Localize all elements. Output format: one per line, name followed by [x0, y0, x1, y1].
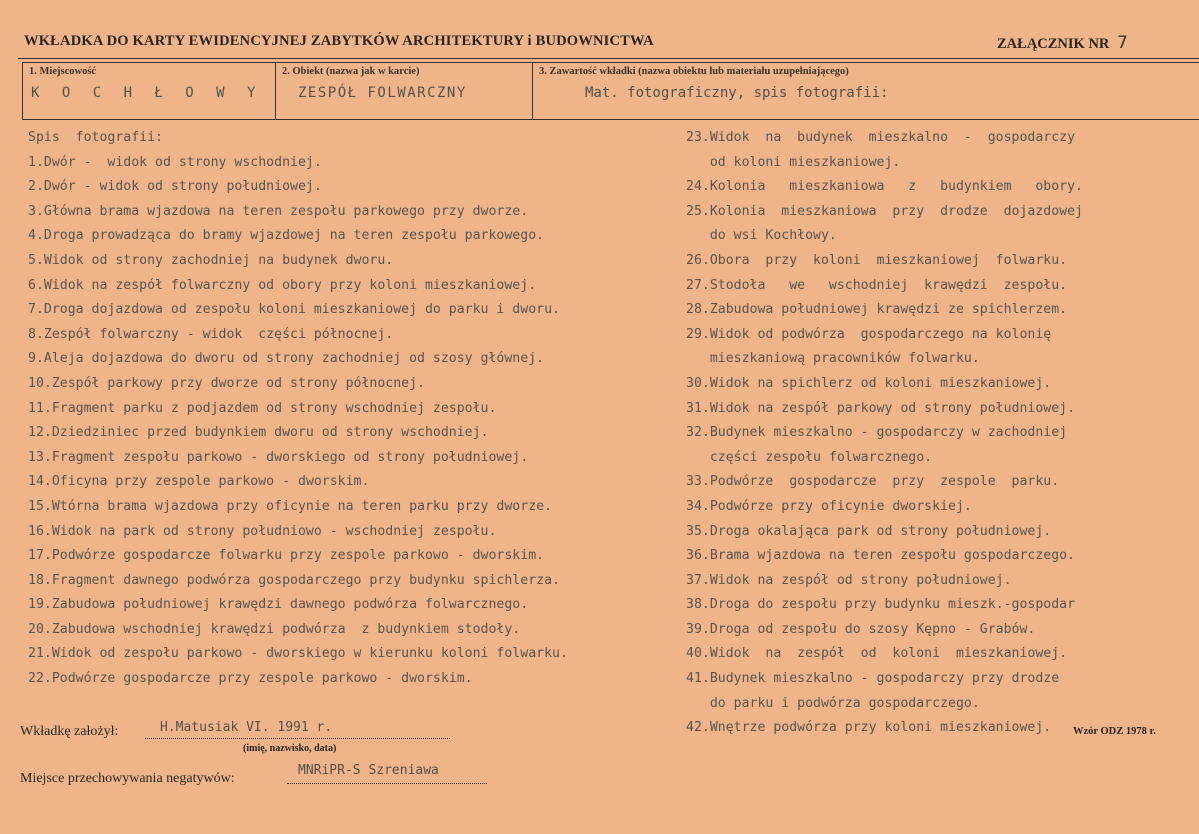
- content-value: Mat. fotograficzny, spis fotografii:: [585, 85, 889, 101]
- prepared-by-label: Wkładkę założył:: [20, 724, 119, 739]
- negatives-line: [287, 783, 487, 784]
- photo-list-item: 24.Kolonia mieszkaniowa z budynkiem obory.: [686, 179, 1083, 195]
- photo-list-item: 11.Fragment parku z podjazdem od strony wschodniej zespołu.: [28, 400, 497, 416]
- photo-list-right: [686, 126, 1196, 741]
- photo-list-item: Spis fotografii:: [28, 130, 163, 145]
- photo-list-item: 9.Aleja dojazdowa do dworu od strony zachodniej od szosy głównej.: [28, 351, 545, 367]
- attachment-number-value: 7: [1117, 33, 1128, 53]
- photo-list-item: 23.Widok na budynek mieszkalno - gospodarczy: [686, 130, 1076, 145]
- photo-list-item: 18.Fragment dawnego podwórza gospodarczego przy budynku spichlerza.: [28, 572, 560, 588]
- photo-list-item: 38.Droga do zespołu przy budynku mieszk.-gospodar: [686, 597, 1076, 613]
- photo-list-item: 31.Widok na zespół parkowy od strony południowej.: [686, 400, 1076, 416]
- photo-list-item: 39.Droga od zespołu do szosy Kępno - Grabów.: [686, 621, 1036, 637]
- photo-list-item: 34.Podwórze przy oficynie dworskiej.: [686, 498, 972, 514]
- content-field: [532, 62, 1199, 120]
- photo-list-item: 36.Brama wjazdowa na teren zespołu gospodarczego.: [686, 548, 1076, 564]
- photo-list-item: 20.Zabudowa wschodniej krawędzi podwórza z budynkiem stodoły.: [28, 621, 521, 637]
- photo-list-item: mieszkaniową pracowników folwarku.: [686, 351, 980, 367]
- photo-list-item: 25.Kolonia mieszkaniowa przy drodze dojazdowej: [686, 203, 1083, 219]
- photo-list-item: 27.Stodoła we wschodniej krawędzi zespołu.: [686, 277, 1068, 293]
- card-title: WKŁADKA DO KARTY EWIDENCYJNEJ ZABYTKÓW ARCHITEKTURY i BUDOWNICTWA: [24, 33, 654, 49]
- negatives-label: Miejsce przechowywania negatywów:: [20, 771, 235, 786]
- attachment-label: ZAŁĄCZNIK NR: [997, 36, 1110, 52]
- photo-list-item: 33.Podwórze gospodarcze przy zespole parku.: [686, 474, 1060, 490]
- prepared-by-value: H.Matusiak VI. 1991 r.: [160, 720, 333, 735]
- negatives-value: MNRiPR-S Szreniawa: [298, 763, 439, 778]
- photo-list-item: 13.Fragment zespołu parkowo - dworskiego od strony południowej.: [28, 449, 529, 465]
- form-code: Wzór ODZ 1978 r.: [1073, 726, 1156, 737]
- photo-list-item: 26.Obora przy koloni mieszkaniowej folwarku.: [686, 252, 1068, 268]
- header-rule: [18, 58, 1199, 59]
- photo-list-item: 14.Oficyna przy zespole parkowo - dworskim.: [28, 474, 370, 490]
- photo-list-item: 35.Droga okalająca park od strony południowej.: [686, 523, 1052, 539]
- photo-list-item: 5.Widok od strony zachodniej na budynek dworu.: [28, 252, 394, 268]
- object-label: 2. Obiekt (nazwa jak w karcie): [282, 66, 420, 77]
- photo-list-item: 28.Zabudowa południowej krawędzi ze spichlerzem.: [686, 302, 1068, 318]
- photo-list-item: 1.Dwór - widok od strony wschodniej.: [28, 154, 322, 170]
- photo-list-item: 32.Budynek mieszkalno - gospodarczy w zachodniej: [686, 425, 1068, 441]
- photo-list-item: 40.Widok na zespół od koloni mieszkaniowej.: [686, 646, 1068, 662]
- photo-list-item: 2.Dwór - widok od strony południowej.: [28, 179, 322, 195]
- photo-list-item: 12.Dziedziniec przed budynkiem dworu od strony wschodniej.: [28, 425, 489, 441]
- attachment-number: [997, 33, 1128, 53]
- photo-list-item: 19.Zabudowa południowej krawędzi dawnego podwórza folwarcznego.: [28, 597, 529, 613]
- photo-list-item: 8.Zespół folwarczny - widok części północnej.: [28, 326, 394, 342]
- photo-list-item: 22.Podwórze gospodarcze przy zespole parkowo - dworskim.: [28, 671, 473, 687]
- object-field: [275, 62, 533, 120]
- photo-list-item: 30.Widok na spichlerz od koloni mieszkaniowej.: [686, 375, 1052, 391]
- prepared-by-line: [145, 738, 450, 739]
- photo-list-item: 6.Widok na zespół folwarczny od obory przy koloni mieszkaniowej.: [28, 277, 537, 293]
- photo-list-item: 15.Wtórna brama wjazdowa przy oficynie na teren parku przy dworze.: [28, 498, 553, 514]
- photo-list-item: 17.Podwórze gospodarcze folwarku przy zespole parkowo - dworskim.: [28, 548, 545, 564]
- photo-list-item: 29.Widok od podwórza gospodarczego na kolonię: [686, 326, 1052, 342]
- photo-list-item: 3.Główna brama wjazdowa na teren zespołu parkowego przy dworze.: [28, 203, 529, 219]
- photo-list-left: [28, 126, 698, 692]
- photo-list-item: do wsi Kochłowy.: [686, 228, 837, 244]
- locality-field: [22, 62, 276, 120]
- content-label: 3. Zawartość wkładki (nazwa obiektu lub materiału uzupełniającego): [539, 66, 849, 77]
- object-value: ZESPÓŁ FOLWARCZNY: [298, 85, 467, 101]
- locality-value: K O C H Ł O W Y: [31, 85, 263, 101]
- photo-list-item: 16.Widok na park od strony południowo - wschodniej zespołu.: [28, 523, 497, 539]
- photo-list-item: 37.Widok na zespół od strony południowej.: [686, 572, 1012, 588]
- photo-list-item: 4.Droga prowadząca do bramy wjazdowej na teren zespołu parkowego.: [28, 228, 545, 244]
- photo-list-item: 10.Zespół parkowy przy dworze od strony północnej.: [28, 375, 425, 391]
- locality-label: 1. Miejscowość: [29, 66, 97, 77]
- photo-list-item: 41.Budynek mieszkalno - gospodarczy przy drodze: [686, 671, 1060, 687]
- photo-list-item: części zespołu folwarcznego.: [686, 449, 933, 465]
- photo-list-item: do parku i podwórza gospodarczego.: [686, 695, 980, 711]
- photo-list-item: 21.Widok od zespołu parkowo - dworskiego w kierunku koloni folwarku.: [28, 646, 568, 662]
- photo-list-item: 42.Wnętrze podwórza przy koloni mieszkaniowej.: [686, 720, 1052, 736]
- photo-list-item: od koloni mieszkaniowej.: [686, 154, 901, 170]
- photo-list-item: 7.Droga dojazdowa od zespołu koloni mieszkaniowej do parku i dworu.: [28, 302, 560, 318]
- prepared-by-hint: (imię, nazwisko, data): [243, 743, 337, 754]
